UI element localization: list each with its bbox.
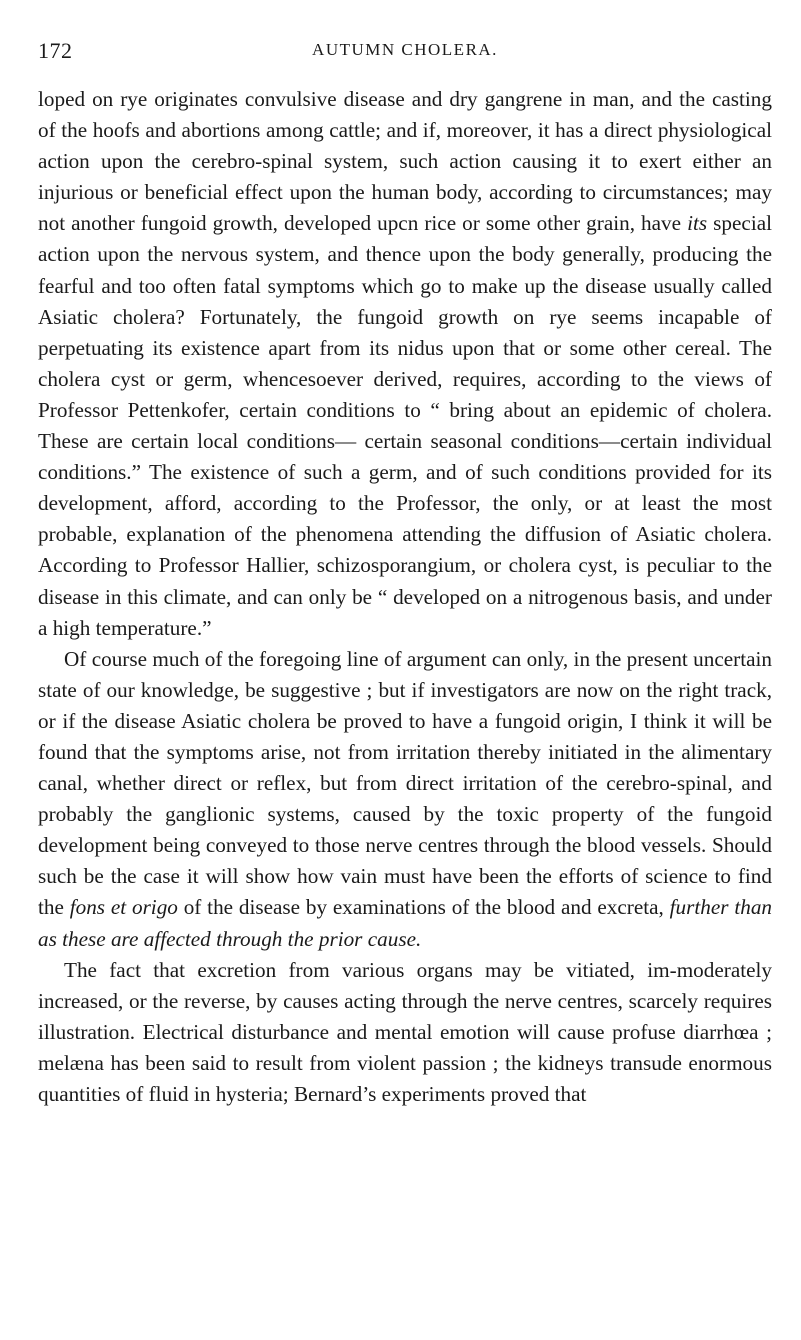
paragraph-1 [38, 84, 772, 644]
running-title: AUTUMN CHOLERA. [312, 40, 498, 59]
page-number: 172 [38, 38, 73, 63]
body-text [38, 84, 772, 1110]
paragraph-3 [38, 955, 772, 1110]
paragraph-1-text-a: loped on rye originates convulsive disease and dry gangrene in man, and the casting of the hoofs and abortions among cattle; and if, moreover, it has a direct physiological action upon the cerebro-spinal system, such action causing it to exert either an injurious or beneficial effect upon the human body, according to circumstances; may not another fungoid growth, developed upcn rice or some other grain, have [38, 87, 772, 236]
paragraph-2-italic-fons-et-origo: fons et origo [69, 895, 178, 920]
paragraph-2-text-b: of the disease by examinations of the blood and excreta, [177, 895, 670, 920]
paragraph-2-italic-further: further than as these are affected through the prior cause. [38, 895, 773, 951]
paragraph-1-italic-its: its [687, 211, 708, 236]
book-page [38, 0, 772, 1340]
paragraph-2-text-a: Of course much of the foregoing line of argument can only, in the present uncertain state of our knowledge, be suggestive ; but if investigators are now on the right track, or if the disease Asiatic cholera be proved to have a fungoid origin, I think it will be found that the symptoms arise, not from irritation thereby initiated in the alimentary canal, whether direct or reflex, but from direct irritation of the cerebro-spinal, and probably the ganglionic systems, caused by the toxic property of the fungoid development being conveyed to those nerve centres through the blood vessels. Should such be the case it will show how vain must have been the efforts of science to find the [38, 646, 772, 920]
paragraph-2 [38, 644, 772, 955]
paragraph-3-text: The fact that excretion from various organs may be vitiated, im-moderately increased, or the reverse, by causes acting through the nerve centres, scarcely requires illustration. Electrical disturbance and mental emotion will cause profuse diarrhœa ; melæna has been said to result from violent passion ; the kidneys transude enormous quantities of fluid in hysteria; Bernard’s experiments proved that [38, 957, 772, 1106]
running-head [38, 38, 772, 68]
paragraph-1-text-b: special action upon the nervous system, and thence upon the body generally, producing the fearful and too often fatal symptoms which go to make up the disease usually called Asiatic cholera? Fortunately, the fungoid growth on rye seems incapable of perpetuating its existence apart from its nidus upon that or some other cereal. The cholera cyst or germ, whencesoever derived, requires, according to the views of Professor Pettenkofer, certain conditions to “ bring about an epidemic of cholera. These are certain local conditions— certain seasonal conditions—certain individual conditions.” The existence of such a germ, and of such conditions provided for its development, afford, according to the Professor, the only, or at least the most probable, explanation of the phenomena attending the diffusion of Asiatic cholera. According to Professor Hallier, schizosporangium, or cholera cyst, is peculiar to the disease in this climate, and can only be “ developed on a nitrogenous basis, and under a high temperature.” [38, 211, 772, 640]
